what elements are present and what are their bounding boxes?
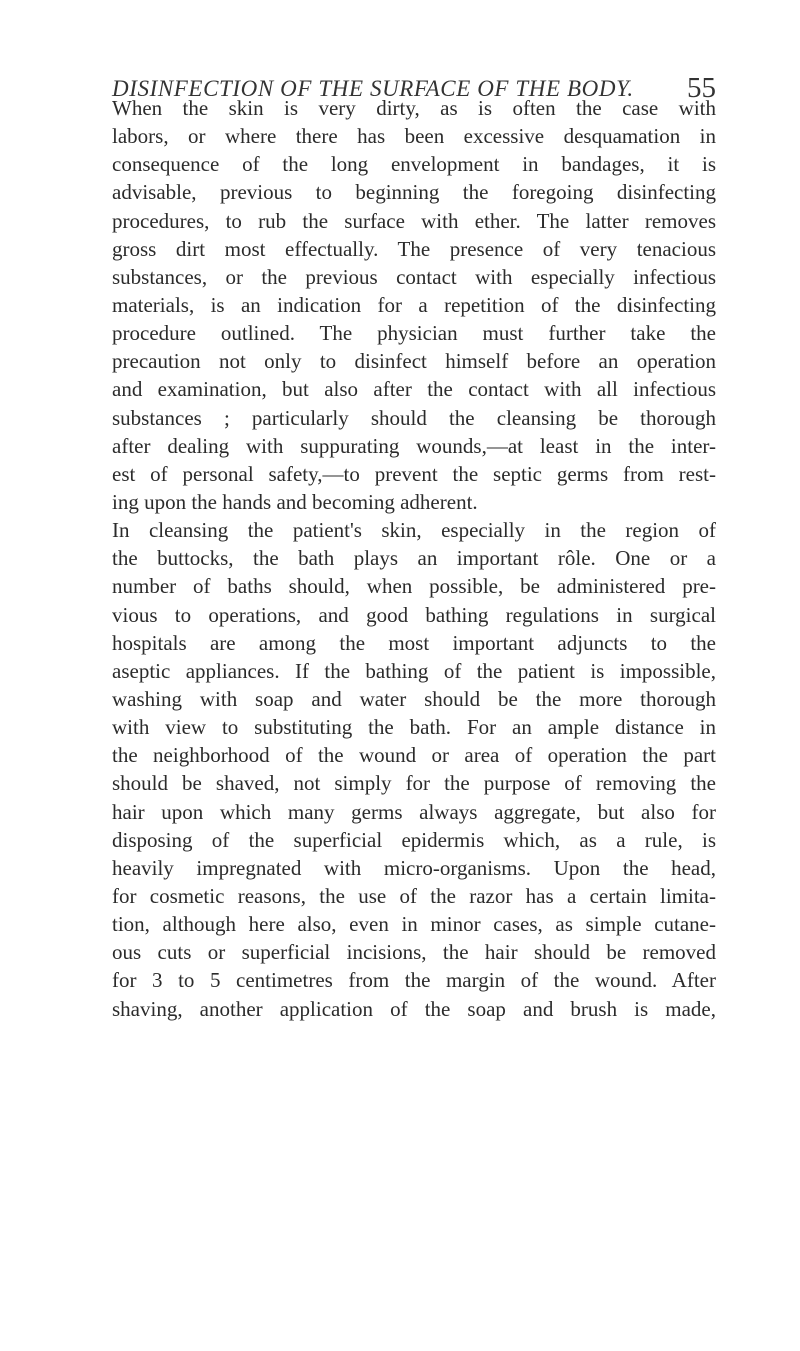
text-line: disposing of the superficial epidermis which, as a rule, is [112,827,716,852]
text-line: shaving, another application of the soap and brush is made, [112,996,716,1021]
text-line: gross dirt most effectually. The presence of very tenacious [112,236,716,261]
text-line: the buttocks, the bath plays an important rôle. One or a [112,546,716,571]
page-number: 55 [687,72,716,104]
text-line: for 3 to 5 centimetres from the margin of the wound. After [112,968,716,993]
text-line: consequence of the long envelopment in bandages, it is [112,152,716,177]
text-line: hospitals are among the most important adjuncts to the [112,630,716,655]
body-text [112,94,716,1023]
text-line: procedure outlined. The physician must further take the [112,321,716,346]
text-line: for cosmetic reasons, the use of the razor has a certain limita- [112,883,716,908]
text-line: When the skin is very dirty, as is often the case with [112,96,716,120]
text-line: substances ; particularly should the cleansing be thorough [112,405,716,430]
text-line: substances, or the previous contact with especially infectious [112,264,716,289]
text-line: In cleansing the patient's skin, especially in the region of [112,518,716,543]
text-line: after dealing with suppurating wounds,—at least in the inter- [112,433,716,458]
text-line: should be shaved, not simply for the purpose of removing the [112,771,716,796]
text-line: washing with soap and water should be the more thorough [112,686,716,711]
running-title: DISINFECTION OF THE SURFACE OF THE BODY. [112,76,634,101]
text-line: aseptic appliances. If the bathing of the patient is impossible, [112,658,716,683]
text-line: the neighborhood of the wound or area of operation the part [112,743,716,768]
text-line: ing upon the hands and becoming adherent. [112,489,478,514]
text-line: with view to substituting the bath. For an ample distance in [112,715,716,740]
text-line: advisable, previous to beginning the foregoing disinfecting [112,180,716,205]
text-line: number of baths should, when possible, be administered pre- [112,574,716,599]
text-line: and examination, but also after the contact with all infectious [112,377,716,402]
text-line: vious to operations, and good bathing regulations in surgical [112,602,716,627]
text-line: labors, or where there has been excessive desquamation in [112,124,716,149]
text-line: tion, although here also, even in minor cases, as simple cutane- [112,912,716,937]
text-line: materials, is an indication for a repetition of the disinfecting [112,292,716,317]
text-line: heavily impregnated with micro-organisms. Upon the head, [112,855,716,880]
text-line: hair upon which many germs always aggregate, but also for [112,799,716,824]
text-line: precaution not only to disinfect himself before an operation [112,349,716,374]
text-line: procedures, to rub the surface with ether. The latter removes [112,208,716,233]
text-line: ous cuts or superficial incisions, the hair should be removed [112,940,716,965]
text-line: est of personal safety,—to prevent the septic germs from rest- [112,461,716,486]
